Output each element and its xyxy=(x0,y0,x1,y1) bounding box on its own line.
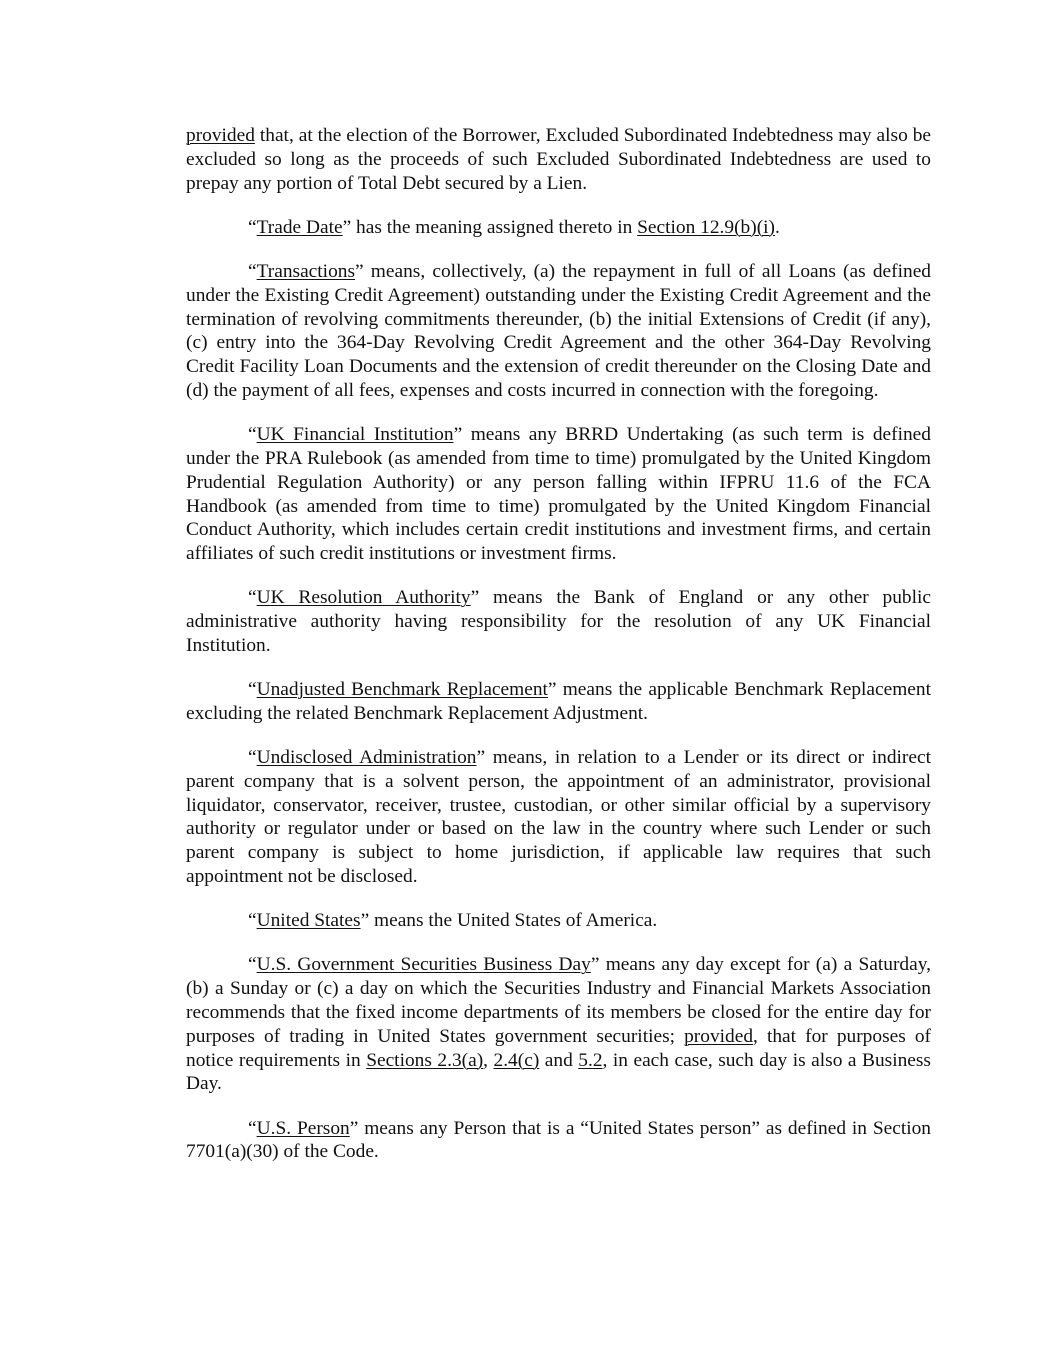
defined-term: Undisclosed Administration xyxy=(256,747,477,769)
definition-text: ” means the Bank of England or any other public administrative authority having responsibility for the resolution of any UK Financial Institution. xyxy=(186,587,931,656)
definition-transactions xyxy=(186,260,931,403)
definition-united-states xyxy=(186,909,931,933)
paragraph-proviso xyxy=(186,124,931,195)
defined-term: U.S. Government Securities Business Day xyxy=(256,954,591,976)
provided-term: provided xyxy=(186,125,255,146)
provided-term: provided xyxy=(684,1025,754,1047)
section-reference-link[interactable]: 5.2 xyxy=(578,1049,603,1071)
definition-text: ” means, in relation to a Lender or its direct or indirect parent company that is a solvent person, the appointment of an administrator, provisional liquidator, conservator, receiver, trustee, custodian, or other similar official by a supervisory authority or regulator under or based on the law in the country where such Lender or such parent company is subject to home jurisdiction, if applicable law requires that such appointment not be disclosed. xyxy=(186,747,931,888)
definition-text: ” means any day except for (a) a Saturday, (b) a Sunday or (c) a day on which the Securities Industry and Financial Markets Association recommends that the fixed income departments of its members be closed for the entire day for purposes of trading in United States government securities; xyxy=(186,954,931,1047)
section-reference-link[interactable]: Section 12.9(b)(i) xyxy=(637,216,775,238)
definition-unadjusted-benchmark-replacement xyxy=(186,678,931,726)
definition-uk-resolution-authority xyxy=(186,586,931,657)
defined-term: United States xyxy=(256,910,361,932)
definition-text: , that for purposes of notice requirements in xyxy=(186,1025,932,1071)
defined-term: UK Resolution Authority xyxy=(256,587,471,609)
separator-text: , xyxy=(483,1049,494,1071)
defined-term: Unadjusted Benchmark Replacement xyxy=(256,679,548,701)
defined-term: Trade Date xyxy=(256,216,343,238)
open-quote: “ xyxy=(248,954,257,976)
defined-term: U.S. Person xyxy=(256,1117,350,1139)
definition-text: ” means the United States of America. xyxy=(360,910,658,932)
definition-text: ” means any Person that is a “United States person” as defined in Section 7701(a)(30) of the Code. xyxy=(186,1117,931,1163)
definition-trade-date xyxy=(186,216,931,240)
section-reference-link[interactable]: Sections 2.3(a) xyxy=(366,1049,484,1071)
open-quote: “ xyxy=(248,216,257,238)
definition-text: ” means the applicable Benchmark Replacement excluding the related Benchmark Replacement Adjustment. xyxy=(186,679,932,724)
separator-text: and xyxy=(539,1049,579,1071)
open-quote: “ xyxy=(248,1117,257,1139)
definition-text: ” means, collectively, (a) the repayment in full of all Loans (as defined under the Existing Credit Agreement) outstanding under the Existing Credit Agreement and the termination of revolving commitments thereunder, (b) the initial Extensions of Credit (if any), (c) entry into the 364-Day Revolving Credit Agreement and the other 364-Day Revolving Credit Facility Loan Documents and the extension of credit thereunder on the Closing Date and (d) the payment of all fees, expenses and costs incurred in connection with the foregoing. xyxy=(186,260,931,401)
open-quote: “ xyxy=(248,910,257,932)
defined-term: UK Financial Institution xyxy=(256,424,454,446)
section-reference-link[interactable]: 2.4(c) xyxy=(493,1049,540,1071)
definition-undisclosed-administration xyxy=(186,746,931,889)
document-page xyxy=(186,124,931,1185)
defined-term: Transactions xyxy=(256,260,356,282)
open-quote: “ xyxy=(248,747,257,769)
open-quote: “ xyxy=(248,679,257,701)
definition-uk-financial-institution xyxy=(186,423,931,566)
open-quote: “ xyxy=(248,424,257,446)
paragraph-text: that, at the election of the Borrower, Excluded Subordinated Indebtedness may also be excluded so long as the proceeds of such Excluded Subordinated Indebtedness are used to prepay any portion of Total Debt secured by a Lien. xyxy=(186,125,931,194)
definition-us-person xyxy=(186,1117,931,1165)
definition-text-end: , in each case, such day is also a Business Day. xyxy=(186,1049,931,1095)
open-quote: “ xyxy=(248,587,257,609)
open-quote: “ xyxy=(248,260,257,282)
definition-text-end: . xyxy=(775,216,780,238)
definition-text: ” has the meaning assigned thereto in xyxy=(342,216,638,238)
definition-text: ” means any BRRD Undertaking (as such term is defined under the PRA Rulebook (as amended from time to time) promulgated by the United Kingdom Prudential Regulation Authority) or any person falling within IFPRU 11.6 of the FCA Handbook (as amended from time to time) promulgated by the United Kingdom Financial Conduct Authority, which includes certain credit institutions and investment firms, and certain affiliates of such credit institutions or investment firms. xyxy=(186,424,931,565)
definition-us-government-securities-business-day xyxy=(186,953,931,1096)
